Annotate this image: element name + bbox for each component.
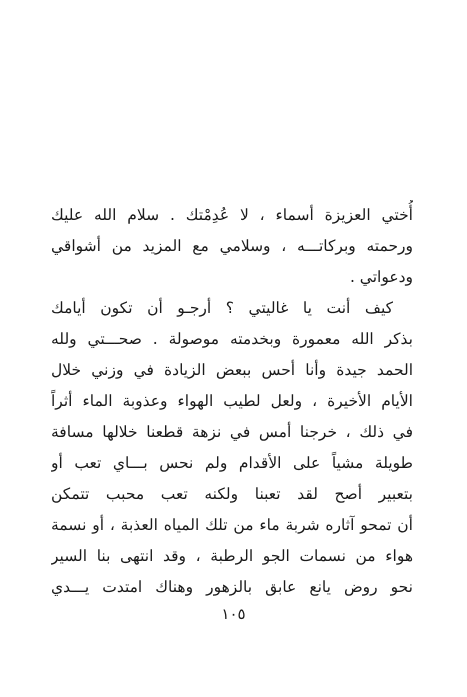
- text-line: أُختي العزيزة أسماء ، لا عُدِمْتك . سلام الله عليك: [51, 206, 413, 224]
- text-line: بذكر الله معمورة وبخدمته موصولة . صحـــتي ولله: [51, 330, 413, 348]
- text-line: نحو روض يانع عابق بالزهور وهناك امتدت يـــدي: [51, 578, 413, 596]
- letter-body: [51, 200, 413, 603]
- text-line: ورحمته وبركاتـــه ، وسلامي مع المزيد من أشواقي: [51, 237, 413, 255]
- text-line: كيف أنت يا غاليتي ؟ أرجـو أن تكون أيامك: [51, 299, 393, 317]
- text-line: الأيام الأخيرة ، ولعل لطيب الهواء وعذوبة الماء أثراً: [51, 392, 413, 410]
- text-line: طويلة مشياً على الأقدام ولم نحس بـــاي تعب أو: [51, 454, 413, 472]
- text-line: في ذلك ، خرجنا أمس في نزهة قطعنا خلالها مسافة: [51, 423, 413, 441]
- text-line: ودعواتي .: [349, 268, 413, 286]
- text-line: أن تمحو آثاره شربة ماء من تلك المياه العذبة ، أو نسمة: [51, 516, 413, 534]
- text-line: بتعبير أصح لقد تعبنا ولكنه تعب محبب تتمكن: [51, 485, 413, 503]
- text-line: هواء من نسمات الجو الرطبة ، وقد انتهى بنا السير: [51, 547, 413, 565]
- page-number: ١٠٥: [221, 605, 246, 623]
- text-line: الحمد جيدة وأنا أحس ببعض الزيادة في وزني خلال: [51, 361, 413, 379]
